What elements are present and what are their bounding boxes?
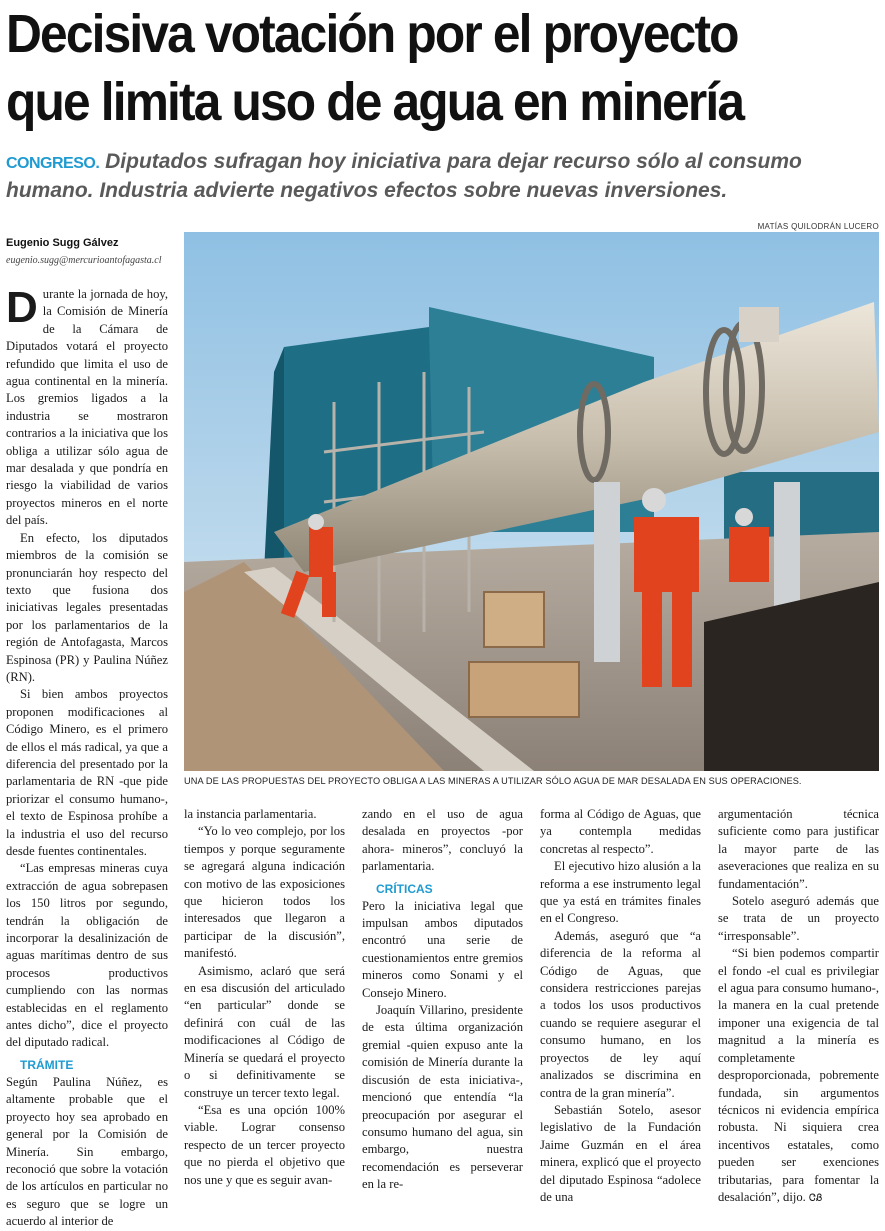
paragraph-7: Asimismo, aclaró que será en esa discusión del articulado “en particular” donde se definirá con cuál de las modificaciones al Código de Minería se quedará el proyecto o si definitivamente se construye un tercer texto legal. <box>184 963 345 1100</box>
paragraph-12: Además, aseguró que “a diferencia de la reforma al Código de Aguas, que considera restricciones parejas a todos los usos productivos cuando se requiere asegurar el consumo humano, en los proyectos de ley aquí analizados se discrimina en contra de la gran minería”. <box>540 928 701 1100</box>
headline-line-2: que limita uso de agua en minería <box>6 72 744 132</box>
deck-text: Diputados sufragan hoy iniciativa para dejar recurso sólo al consumo humano. Industria advierte negativos efectos sobre nuevas inversiones. <box>6 150 802 202</box>
subhead-criticas: CRÍTICAS <box>376 881 433 896</box>
column-4 <box>540 806 701 1206</box>
kicker: CONGRESO. <box>6 155 100 172</box>
headline-line-1: Decisiva votación por el proyecto <box>6 4 738 64</box>
paragraph-15: “Si bien podemos compartir el fondo -el cual es privilegiar el agua para consumo humano-, la manera en la cual pretende imponer una exigencia de tal magnitud a la minería es completamente desproporcionada, pobremente fundada, sin argumentos técnicos ni evidencia empírica robusta. Ni siquiera crea incentivos estatales, como pueden ser exenciones tributarias, para fomentar la desalación”, dijo. ᏣᏰ <box>718 946 879 1204</box>
column-3 <box>362 806 523 1194</box>
desalination-plant-illustration <box>184 232 879 771</box>
paragraph-5-end: la instancia parlamentaria. <box>184 807 317 821</box>
headline <box>6 0 811 136</box>
drop-cap: D <box>6 283 38 332</box>
article-photo <box>184 232 879 771</box>
column-5 <box>718 806 879 1207</box>
paragraph-8-start: “Esa es una opción 100% viable. Lograr consenso respecto de un tercer proyecto que no pierda el objetivo que nos une y que es seguir avan- <box>184 1102 345 1187</box>
paragraph-1: Durante la jornada de hoy, la Comisión de Minería de la Cámara de Diputados votará el proyecto refundido que limita el uso de agua continental en la minería. Los gremios ligados a la industria se mostraron contrarios a la iniciativa que los obliga a utilizar sólo agua de mar desalada y que pondría en riesgo la viabilidad de varios proyectos mineros en el norte del país. <box>6 283 168 528</box>
byline: Eugenio Sugg Gálvez <box>6 237 119 249</box>
paragraph-6: “Yo lo veo complejo, por los tiempos y porque seguramente se agregará alguna indicación con motivo de las exposiciones que hicieron todos los interesados que llegaron a participar de la discusión”, manifestó. <box>184 824 345 961</box>
paragraph-10-start: Joaquín Villarino, presidente de esta última organización gremial -quien expuso ante la comisión de Minería durante la discusión de esta iniciativa-, mencionó que entendía “la preocupación por asegurar el consumo humano del agua, sin embargo, nuestra recomendación es perseverar en la re- <box>362 1003 523 1192</box>
paragraph-5-start: Según Paulina Núñez, es altamente probable que el proyecto hoy sea aprobado en general por la Comisión de Minería. Sin embargo, reconoció que sobre la votación de los artículos en particular no es seguro que se logre un acuerdo al interior de <box>6 1074 168 1229</box>
signoff-mark: ᏣᏰ <box>808 1192 823 1204</box>
paragraph-11: El ejecutivo hizo alusión a la reforma a ese instrumento legal que ya está en trámites finales en el Congreso. <box>540 859 701 926</box>
paragraph-9: Pero la iniciativa legal que impulsan ambos diputados encontró una serie de cuestionamientos entre gremios mineros como Sonami y el Consejo Minero. <box>362 898 523 1000</box>
subhead-tramite: TRÁMITE <box>20 1057 74 1072</box>
paragraph-2: En efecto, los diputados miembros de la comisión se pronunciarán hoy respecto del texto que fusiona dos iniciativas legales presentadas por los parlamentarios de la región de Antofagasta, Marcos Espinosa (PR) y Paulina Núñez (RN). <box>6 530 168 684</box>
paragraph-8-end: zando en el uso de agua desalada en proyectos -por ahora- mineros”, concluyó la parlamentaria. <box>362 807 523 874</box>
paragraph-13-end: argumentación técnica suficiente como para justificar la mayor parte de las aseveraciones que realiza en su fundamentación”. <box>718 807 879 891</box>
column-1 <box>6 283 168 1231</box>
photo-credit: MATÍAS QUILODRÁN LUCERO <box>757 222 879 231</box>
paragraph-3: Si bien ambos proyectos proponen modificaciones al Código Minero, es el primero de ellos el más radical, ya que a diferencia del presentado por la parlamentaria de RN -que pide priorizar el consumo humano-, el texto de Espinosa prohíbe a la industria el uso del recurso desde fuentes continentales. <box>6 687 168 858</box>
paragraph-10-end: forma al Código de Aguas, que ya contempla medidas concretas al respecto”. <box>540 807 701 856</box>
paragraph-4: “Las empresas mineras cuya extracción de agua sobrepasen los 150 litros por segundo, tendrán la obligación de incorporar la desalinización de aguas marítimas dentro de sus procesos productivos cumpliendo con las normas establecidas en el reglamento antes dicho”, dice el proyecto del diputado radical. <box>6 861 168 1050</box>
author-email[interactable]: eugenio.sugg@mercurioantofagasta.cl <box>6 255 162 266</box>
paragraph-13-start: Sebastián Sotelo, asesor legislativo de la Fundación Jaime Guzmán en el área minera, explicó que el proyecto del diputado Espinosa “adolece de una <box>540 1102 701 1204</box>
deck <box>6 148 878 204</box>
photo-caption: UNA DE LAS PROPUESTAS DEL PROYECTO OBLIGA A LAS MINERAS A UTILIZAR SÓLO AGUA DE MAR DESALADA EN SUS OPERACIONES. <box>184 776 802 786</box>
column-2 <box>184 806 345 1189</box>
paragraph-14: Sotelo aseguró además que se trata de un proyecto “irresponsable”. <box>718 894 879 943</box>
